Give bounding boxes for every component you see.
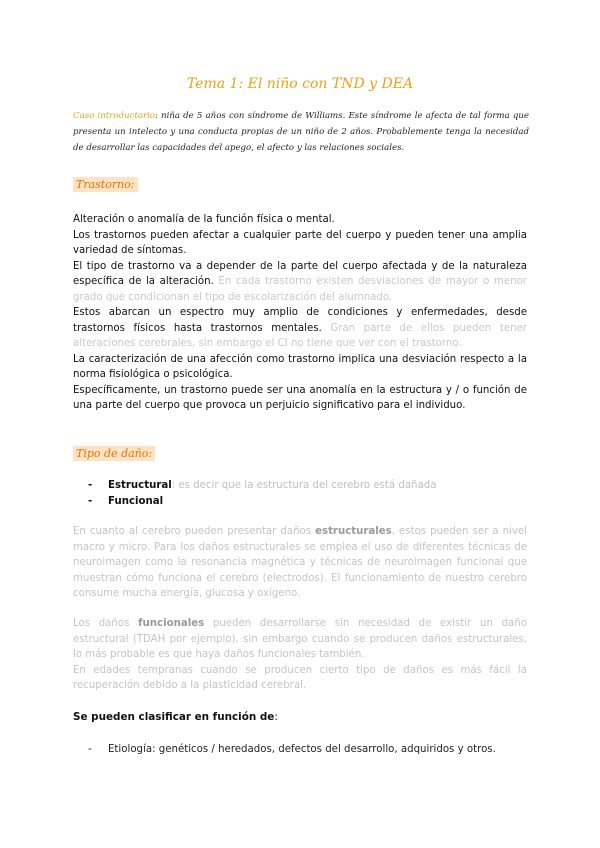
page-title: Tema 1: El niño con TND y DEA [186,76,414,92]
intro-text: : niña de 5 años con síndrome de Williams. Este síndrome le afecta de tal forma que presenta un intelecto y una conducta propias de un niño de 2 años. Probablemente tenga la necesidad de desarrollar las capacidades del apego, el afecto y las relaciones sociales. [73,111,529,153]
trastorno-p2: Los trastornos pueden afectar a cualquier parte del cuerpo y pueden tener una amplia variedad de síntomas. [73,229,527,256]
intro-case [73,108,529,156]
trastorno-p1: Alteración o anomalía de la función física o mental. [73,214,335,225]
bullet-funcional: - Funcional [88,496,164,507]
dano-bullets [88,478,528,510]
clasificacion-item: - Etiología: genéticos / heredados, defectos del desarrollo, adquiridos y otros. [88,744,496,755]
trastorno-p5: La caracterización de una afección como trastorno implica una desviación respecto a la norma fisiológica o psicológica. [73,353,527,380]
dano-plasticidad: En edades tempranas cuando se producen cierto tipo de daños es más fácil la recuperación debido a la plasticidad cerebral. [73,664,527,691]
bullet-estructural: - Estructural: es decir que la estructura del cerebro está dañada [88,480,437,491]
clasificacion-title: Se pueden clasificar en función de: [73,711,278,723]
trastorno-body [73,212,527,414]
trastorno-p3: El tipo de trastorno va a depender de la parte del cuerpo afectada y de la naturaleza específica de la alteración. En cada trastorno existen desviaciones de mayor o menor grado que condicionan el tipo de escolarización del alumnado. [73,260,527,303]
dano-funcionales-paragraph: Los daños funcionales pueden desarrollarse sin necesidad de existir un daño estructural (TDAH por ejemplo), sin embargo cuando se producen daños estructurales, lo más probable es que haya daños funcionales también. En edades tempranas cuando se producen cierto tipo de daños es más fácil la recuperación debido a la plasticidad cerebral. [73,616,527,694]
heading-tipo-dano: Tipo de daño: [73,447,155,460]
trastorno-p4: Estos abarcan un espectro muy amplio de condiciones y enfermedades, desde trastornos físicos hasta trastornos mentales. Gran parte de ellos pueden tener alteraciones cerebrales, sin embargo el CI no tiene que ver con el trastorno. [73,307,527,349]
intro-label: Caso introductorio [73,111,155,121]
dano-estructurales-paragraph: En cuanto al cerebro pueden presentar daños estructurales, estos pueden ser a nivel macro y micro. Para los daños estructurales se emplea el uso de diferentes técnicas de neuroimagen como la resonancia magnética y técnicas de neuroimagen funcional que muestran cómo funciona el cerebro (electrodos). El funcionamiento de nuestro cerebro consume mucha energía, glucosa y oxígeno. [73,526,527,599]
trastorno-p6: Específicamente, un trastorno puede ser una anomalía en la estructura y / o función de una parte del cuerpo que provoca un perjuicio significativo para el individuo. [73,384,527,411]
heading-trastorno: Trastorno: [73,178,138,191]
